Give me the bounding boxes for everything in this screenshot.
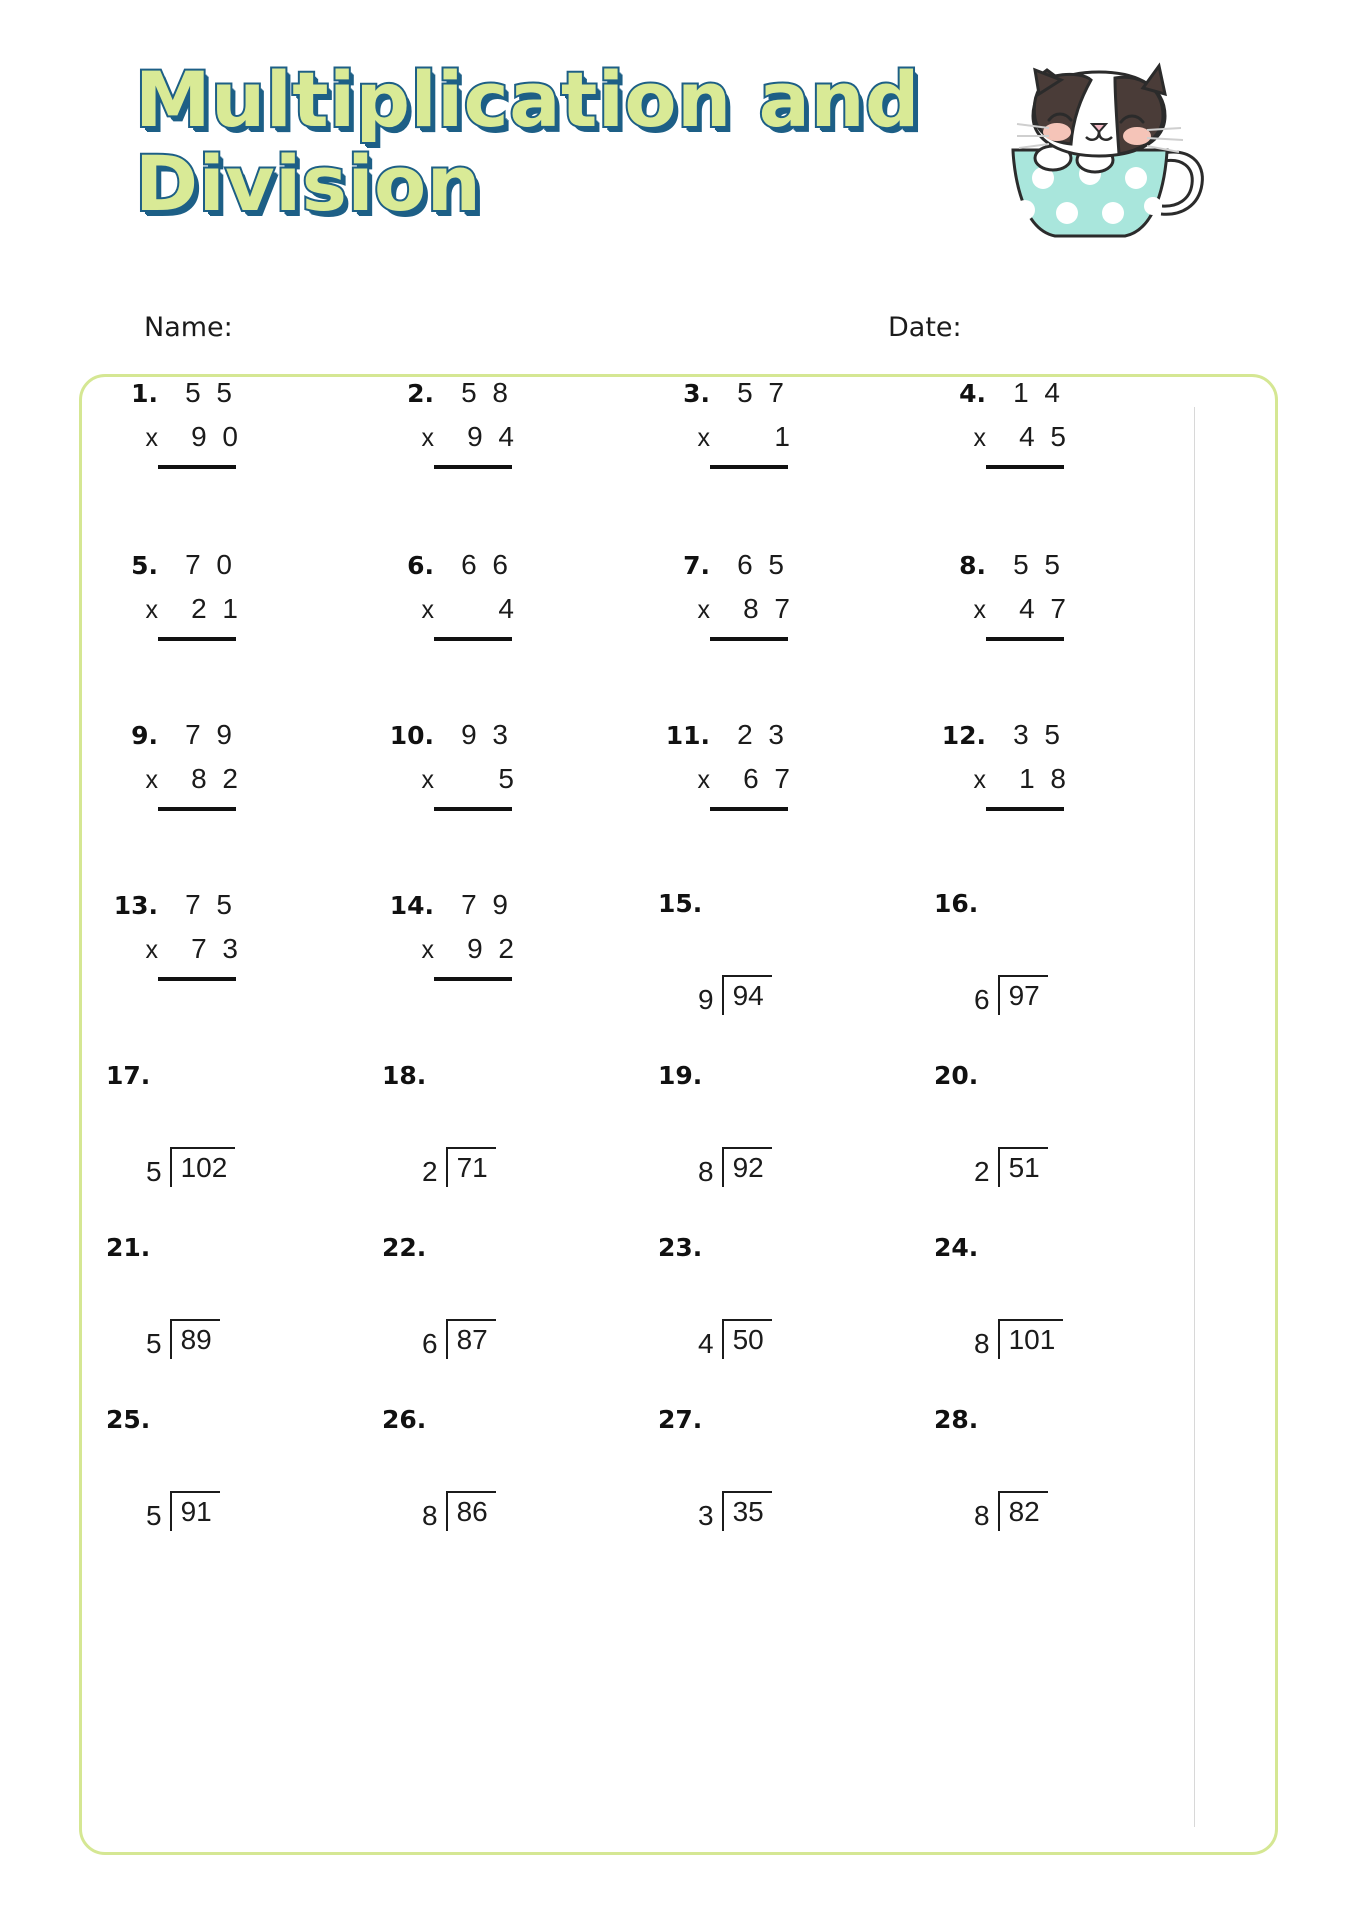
problem-number: 26. [382, 1405, 427, 1434]
problem-row [82, 377, 1281, 537]
multiply-operator: x [421, 424, 434, 452]
problem-number: 6. [407, 551, 434, 580]
answer-rule [710, 637, 788, 641]
worksheet-frame [79, 374, 1278, 1855]
problem-number: 9. [131, 721, 158, 750]
problem-3[interactable] [658, 377, 934, 537]
answer-rule [158, 637, 236, 641]
problem-13[interactable] [106, 889, 382, 1089]
operand-bottom: 6 7 [743, 763, 794, 794]
multiply-operator: x [421, 936, 434, 964]
problem-number: 19. [658, 1061, 703, 1090]
multiplication-problem [382, 377, 612, 469]
operand-top: 5 5 [185, 377, 236, 408]
operand-bottom: 1 [774, 421, 794, 452]
operand-bottom: 1 8 [1019, 763, 1070, 794]
answer-rule [434, 465, 512, 469]
problem-row [82, 1405, 1281, 1605]
problem-23[interactable] [658, 1233, 934, 1433]
dividend: 94 [732, 980, 764, 1011]
problem-number: 8. [959, 551, 986, 580]
division-problem [934, 1061, 1174, 1221]
name-date-row [0, 312, 1358, 358]
problem-12[interactable] [934, 719, 1210, 879]
operand-top: 5 5 [1013, 549, 1064, 580]
answer-rule [434, 807, 512, 811]
problem-number: 24. [934, 1233, 979, 1262]
problem-number: 18. [382, 1061, 427, 1090]
answer-rule [158, 977, 236, 981]
answer-rule [158, 465, 236, 469]
problem-number: 7. [683, 551, 710, 580]
operand-bottom: 9 0 [191, 421, 242, 452]
answer-rule [710, 807, 788, 811]
division-problem [106, 1233, 346, 1393]
problem-28[interactable] [934, 1405, 1210, 1605]
problem-number: 10. [389, 721, 434, 750]
division-problem [658, 889, 898, 1049]
division-bracket [998, 1319, 1064, 1359]
operand-top: 2 3 [737, 719, 788, 750]
operand-bottom: 8 2 [191, 763, 242, 794]
operand-bottom: 2 1 [191, 593, 242, 624]
division-bracket [446, 1319, 496, 1359]
multiplication-problem [658, 377, 888, 469]
problem-5[interactable] [106, 549, 382, 709]
problem-24[interactable] [934, 1233, 1210, 1433]
division-bracket [722, 975, 772, 1015]
division-problem [106, 1061, 346, 1221]
problem-number: 16. [934, 889, 979, 918]
divisor: 2 [974, 1156, 990, 1187]
problem-row [82, 719, 1281, 879]
multiply-operator: x [973, 424, 986, 452]
problem-14[interactable] [382, 889, 658, 1089]
multiply-operator: x [973, 766, 986, 794]
problem-21[interactable] [106, 1233, 382, 1433]
problem-number: 2. [407, 379, 434, 408]
division-problem [934, 889, 1174, 1049]
operand-top: 7 9 [461, 889, 512, 920]
problem-25[interactable] [106, 1405, 382, 1605]
division-problem [658, 1233, 898, 1393]
multiplication-problem [382, 549, 612, 641]
divisor: 5 [146, 1328, 162, 1359]
problem-grid [82, 377, 1281, 1858]
problem-number: 15. [658, 889, 703, 918]
divisor: 5 [146, 1156, 162, 1187]
answer-rule [986, 807, 1064, 811]
problem-number: 17. [106, 1061, 151, 1090]
worksheet-header [0, 0, 1358, 300]
multiplication-problem [106, 377, 336, 469]
answer-rule [434, 637, 512, 641]
division-bracket [722, 1319, 772, 1359]
problem-number: 4. [959, 379, 986, 408]
operand-top: 7 5 [185, 889, 236, 920]
dividend: 97 [1008, 980, 1040, 1011]
answer-rule [986, 465, 1064, 469]
dividend: 92 [732, 1152, 764, 1183]
problem-number: 23. [658, 1233, 703, 1262]
divisor: 8 [422, 1500, 438, 1531]
multiplication-problem [934, 377, 1164, 469]
problem-number: 5. [131, 551, 158, 580]
division-bracket [998, 1147, 1048, 1187]
division-bracket [722, 1147, 772, 1187]
divisor: 9 [698, 984, 714, 1015]
division-bracket [722, 1491, 772, 1531]
problem-27[interactable] [658, 1405, 934, 1605]
division-problem [934, 1405, 1174, 1565]
division-problem [658, 1405, 898, 1565]
page-title [135, 55, 920, 228]
cat-in-mug-illustration [995, 58, 1225, 243]
dividend: 50 [732, 1324, 764, 1355]
answer-rule [710, 465, 788, 469]
operand-bottom: 8 7 [743, 593, 794, 624]
multiply-operator: x [145, 424, 158, 452]
operand-top: 6 6 [461, 549, 512, 580]
division-bracket [998, 975, 1048, 1015]
operand-bottom: 4 5 [1019, 421, 1070, 452]
divisor: 8 [974, 1328, 990, 1359]
multiplication-problem [382, 889, 612, 981]
operand-bottom: 9 4 [467, 421, 518, 452]
problem-number: 27. [658, 1405, 703, 1434]
problem-number: 11. [665, 721, 710, 750]
problem-4[interactable] [934, 377, 1210, 537]
problem-10[interactable] [382, 719, 658, 879]
operand-bottom: 5 [498, 763, 518, 794]
multiply-operator: x [421, 596, 434, 624]
problem-number: 25. [106, 1405, 151, 1434]
division-bracket [446, 1147, 496, 1187]
dividend: 71 [456, 1152, 488, 1183]
division-problem [106, 1405, 346, 1565]
dividend: 35 [732, 1496, 764, 1527]
operand-bottom: 4 [498, 593, 518, 624]
operand-top: 3 5 [1013, 719, 1064, 750]
multiplication-problem [106, 889, 336, 981]
division-problem [382, 1061, 622, 1221]
division-bracket [446, 1491, 496, 1531]
operand-top: 5 7 [737, 377, 788, 408]
multiplication-problem [106, 549, 336, 641]
multiplication-problem [382, 719, 612, 811]
problem-11[interactable] [658, 719, 934, 879]
problem-row [82, 549, 1281, 709]
dividend: 102 [180, 1152, 228, 1183]
operand-bottom: 7 3 [191, 933, 242, 964]
multiply-operator: x [145, 596, 158, 624]
problem-6[interactable] [382, 549, 658, 709]
division-bracket [998, 1491, 1048, 1531]
problem-row [82, 1233, 1281, 1433]
problem-number: 3. [683, 379, 710, 408]
problem-8[interactable] [934, 549, 1210, 709]
dividend: 101 [1008, 1324, 1056, 1355]
problem-number: 22. [382, 1233, 427, 1262]
multiply-operator: x [973, 596, 986, 624]
multiply-operator: x [421, 766, 434, 794]
division-bracket [170, 1319, 220, 1359]
operand-bottom: 4 7 [1019, 593, 1070, 624]
dividend: 51 [1008, 1152, 1040, 1183]
problem-16[interactable] [934, 889, 1210, 1089]
operand-top: 9 3 [461, 719, 512, 750]
problem-2[interactable] [382, 377, 658, 537]
name-label: Name: [144, 312, 233, 343]
divisor: 2 [422, 1156, 438, 1187]
problem-row [82, 889, 1281, 1089]
problem-number: 14. [389, 891, 434, 920]
division-problem [934, 1233, 1174, 1393]
divisor: 3 [698, 1500, 714, 1531]
operand-top: 7 9 [185, 719, 236, 750]
problem-15[interactable] [658, 889, 934, 1089]
problem-number: 28. [934, 1405, 979, 1434]
problem-number: 1. [131, 379, 158, 408]
date-label: Date: [888, 312, 962, 343]
operand-top: 6 5 [737, 549, 788, 580]
title-line-1: Multiplication and [135, 55, 920, 144]
divisor: 6 [422, 1328, 438, 1359]
division-bracket [170, 1147, 236, 1187]
operand-top: 1 4 [1013, 377, 1064, 408]
problem-18[interactable] [382, 1061, 658, 1261]
multiplication-problem [934, 549, 1164, 641]
answer-rule [986, 637, 1064, 641]
answer-rule [158, 807, 236, 811]
operand-top: 5 8 [461, 377, 512, 408]
division-problem [382, 1233, 622, 1393]
divisor: 4 [698, 1328, 714, 1359]
problem-number: 12. [941, 721, 986, 750]
divisor: 8 [698, 1156, 714, 1187]
dividend: 91 [180, 1496, 212, 1527]
multiply-operator: x [145, 936, 158, 964]
operand-top: 7 0 [185, 549, 236, 580]
problem-20[interactable] [934, 1061, 1210, 1261]
problem-26[interactable] [382, 1405, 658, 1605]
problem-number: 20. [934, 1061, 979, 1090]
problem-9[interactable] [106, 719, 382, 879]
divisor: 5 [146, 1500, 162, 1531]
problem-row [82, 1061, 1281, 1261]
multiply-operator: x [697, 766, 710, 794]
problem-7[interactable] [658, 549, 934, 709]
dividend: 87 [456, 1324, 488, 1355]
operand-bottom: 9 2 [467, 933, 518, 964]
multiply-operator: x [145, 766, 158, 794]
answer-rule [434, 977, 512, 981]
problem-19[interactable] [658, 1061, 934, 1261]
multiplication-problem [658, 719, 888, 811]
problem-1[interactable] [106, 377, 382, 537]
dividend: 82 [1008, 1496, 1040, 1527]
divisor: 6 [974, 984, 990, 1015]
multiplication-problem [106, 719, 336, 811]
multiplication-problem [658, 549, 888, 641]
division-problem [658, 1061, 898, 1221]
problem-number: 21. [106, 1233, 151, 1262]
dividend: 86 [456, 1496, 488, 1527]
divisor: 8 [974, 1500, 990, 1531]
problem-22[interactable] [382, 1233, 658, 1433]
division-bracket [170, 1491, 220, 1531]
multiply-operator: x [697, 424, 710, 452]
dividend: 89 [180, 1324, 212, 1355]
division-problem [382, 1405, 622, 1565]
problem-number: 13. [113, 891, 158, 920]
title-line-2: Division [135, 139, 482, 228]
problem-17[interactable] [106, 1061, 382, 1261]
multiply-operator: x [697, 596, 710, 624]
multiplication-problem [934, 719, 1164, 811]
